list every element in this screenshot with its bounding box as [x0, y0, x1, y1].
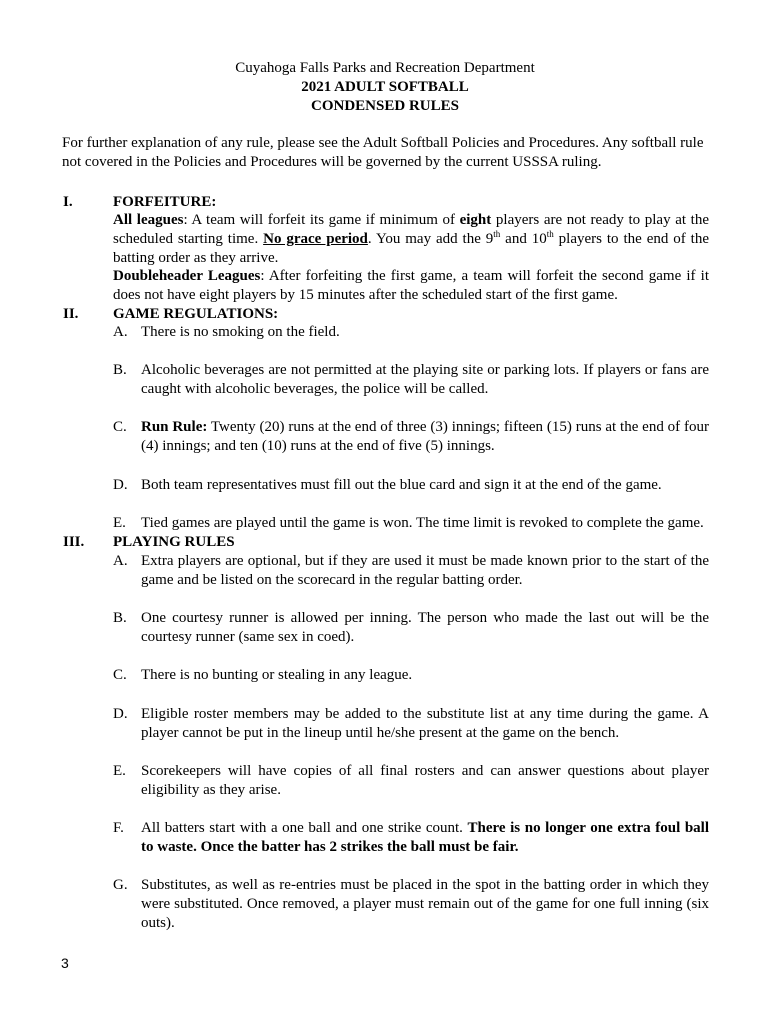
all-leagues-text-1: : A team will forfeit its game if minimum of — [183, 212, 460, 228]
document-title: 2021 ADULT SOFTBALL — [301, 79, 469, 95]
section-numeral-3: III. — [63, 534, 85, 550]
run-rule-text: Twenty (20) runs at the end of three (3) innings; fifteen (15) runs at the end of four (4) innings; and ten (10) runs at the end of five (5) innings. — [141, 419, 709, 454]
rule-no-bunting: There is no bunting or stealing in any league. — [141, 667, 413, 683]
item-letter: F. — [113, 820, 124, 836]
item-letter: E. — [113, 763, 126, 779]
run-rule-label: Run Rule: — [141, 419, 208, 435]
item-letter: B. — [113, 610, 127, 626]
item-letter: A. — [113, 553, 128, 569]
rule-run-rule — [141, 418, 709, 456]
no-grace-period: No grace period — [263, 231, 368, 247]
ordinal-suffix-9: th — [493, 229, 501, 239]
rule-roster-members: Eligible roster members may be added to the substitute list at any time during the game. A player cannot be put in the lineup until he/she present at the game on the bench. — [141, 706, 709, 741]
item-letter: A. — [113, 324, 128, 340]
all-leagues-text-4: and 10 — [500, 231, 547, 247]
all-leagues-label: All leagues — [113, 212, 184, 228]
rule-substitutes: Substitutes, as well as re-entries must be placed in the spot in the batting order in which they were substituted. Once removed, a player must remain out of the game for one full inning (six outs). — [141, 877, 709, 931]
section-title-playing-rules: PLAYING RULES — [113, 534, 235, 550]
doubleheader-label: Doubleheader Leagues — [113, 268, 261, 284]
section-title-game-regulations: GAME REGULATIONS: — [113, 306, 279, 322]
rule-ball-strike-count — [141, 819, 709, 857]
count-rule-text: All batters start with a one ball and one strike count. — [141, 820, 468, 836]
all-leagues-rule — [113, 211, 709, 268]
all-leagues-text-2: players are not ready to play at the scheduled starting time. — [113, 212, 709, 247]
doubleheader-text: : After forfeiting the first game, a team will forfeit the second game if it does not have eight players by 15 minutes after the scheduled start of the first game. — [113, 268, 709, 303]
item-letter: D. — [113, 706, 128, 722]
all-leagues-text-3: . You may add the 9 — [367, 231, 494, 247]
section-title-forfeiture: FORFEITURE: — [113, 194, 217, 210]
rule-alcohol: Alcoholic beverages are not permitted at the playing site or parking lots. If players or fans are caught with alcoholic beverages, the police will be called. — [141, 362, 709, 397]
item-letter: C. — [113, 419, 127, 435]
rule-tied-games: Tied games are played until the game is won. The time limit is revoked to complete the game. — [141, 515, 704, 531]
rule-extra-players: Extra players are optional, but if they are used it must be made known prior to the start of the game and be listed on the scorecard in the regular batting order. — [141, 553, 709, 588]
rule-courtesy-runner: One courtesy runner is allowed per inning. The person who made the last out will be the courtesy runner (same sex in coed). — [141, 610, 709, 645]
item-letter: G. — [113, 877, 128, 893]
all-leagues-text-5: players to the end of the batting order as they arrive. — [113, 231, 709, 266]
doubleheader-rule — [113, 267, 709, 305]
section-numeral-1: I. — [63, 194, 73, 210]
ordinal-suffix-10: th — [546, 229, 554, 239]
department-name: Cuyahoga Falls Parks and Recreation Department — [235, 60, 535, 76]
count-rule-emphasis: There is no longer one extra foul ball to waste. Once the batter has 2 strikes the ball must be fair. — [141, 820, 709, 855]
rule-no-smoking: There is no smoking on the field. — [141, 324, 340, 340]
section-numeral-2: II. — [63, 306, 79, 322]
eight-emphasis: eight — [459, 212, 492, 228]
item-letter: C. — [113, 667, 127, 683]
page-number: 3 — [61, 955, 69, 971]
intro-paragraph: For further explanation of any rule, please see the Adult Softball Policies and Procedures. Any softball rule not covered in the Policies and Procedures will be governed by the current USSSA ruling. — [62, 135, 704, 170]
item-letter: B. — [113, 362, 127, 378]
rule-blue-card: Both team representatives must fill out the blue card and sign it at the end of the game. — [141, 477, 662, 493]
rule-scorekeepers: Scorekeepers will have copies of all final rosters and can answer questions about player eligibility as they arise. — [141, 763, 709, 798]
document-subtitle: CONDENSED RULES — [311, 98, 459, 114]
item-letter: D. — [113, 477, 128, 493]
item-letter: E. — [113, 515, 126, 531]
